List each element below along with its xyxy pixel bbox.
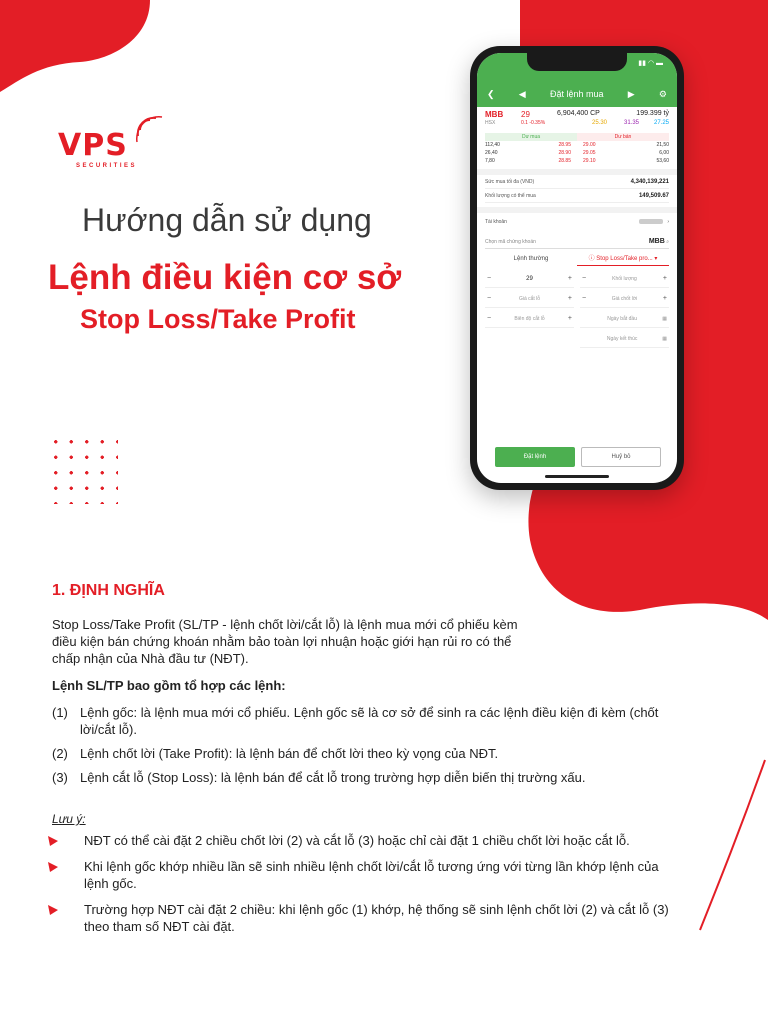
minus-icon[interactable]: −	[582, 295, 587, 302]
order-type-tabs	[485, 252, 669, 266]
tab-stop-loss-take-profit[interactable]	[577, 252, 669, 266]
trailing-stepper[interactable]	[485, 310, 574, 328]
buying-power-row	[485, 175, 669, 189]
item-text: Lệnh gốc: là lệnh mua mới cổ phiếu. Lệnh gốc sẽ là cơ sở để sinh ra các lệnh điều kiện đi kèm (chốt lời/cắt lỗ).	[80, 705, 659, 737]
bottom-right-curve	[700, 760, 765, 930]
stock-quote	[477, 107, 677, 131]
bid-price[interactable]: 28.95	[558, 142, 571, 148]
prev-icon[interactable]: ◀	[518, 88, 526, 99]
cancel-button[interactable]: Huỷ bỏ	[581, 447, 661, 467]
account-value	[639, 213, 669, 231]
chevron-down-icon: ▾	[654, 256, 658, 262]
note-label: Lưu ý:	[52, 812, 86, 826]
note-item	[48, 901, 678, 935]
decorative-dots	[48, 434, 118, 504]
ask-price[interactable]: 29.10	[583, 158, 596, 164]
title-subtitle: Stop Loss/Take Profit	[80, 304, 356, 334]
tab-normal-order[interactable]: Lệnh thường	[513, 256, 549, 262]
stop-loss-price-stepper[interactable]	[485, 290, 574, 308]
section-title: 1. ĐỊNH NGHĨA	[52, 582, 165, 599]
nav-bar	[477, 81, 677, 107]
title-guide: Hướng dẫn sử dụng	[82, 202, 372, 238]
note-text: NĐT có thể cài đặt 2 chiều chốt lời (2) và cắt lỗ (3) hoặc chỉ cài đặt 1 chiều chốt lời hoặc cắt lỗ.	[84, 833, 630, 848]
max-qty-row	[485, 189, 669, 203]
logo-subtext: SECURITIES	[76, 163, 138, 169]
definition-paragraph: Stop Loss/Take Profit (SL/TP - lệnh chốt lời/cắt lỗ) là lệnh mua mới cổ phiếu kèm điều kiện bán chứng khoán nhằm bảo toàn lợi nhuận hoặc giới hạn rủi ro có thể chấp nhận của Nhà đầu tư (NĐT).	[52, 617, 518, 666]
bid-volume: 26,40	[485, 150, 498, 156]
item-number: (2)	[52, 746, 68, 761]
start-date-field[interactable]	[580, 310, 669, 328]
logo-text: VPS	[58, 128, 128, 163]
item-number: (1)	[52, 705, 68, 720]
tab-sltp-label: Stop Loss/Take pro...	[596, 256, 653, 262]
notes-list	[48, 832, 692, 935]
item-text: Lệnh cắt lỗ (Stop Loss): là lệnh bán để cắt lỗ trong trường hợp diễn biến thị trường xấu.	[80, 770, 586, 785]
end-date-field[interactable]	[580, 330, 669, 348]
list-item	[52, 769, 672, 786]
quote-ceiling: 25.30	[591, 120, 607, 126]
submit-order-button[interactable]: Đặt lệnh	[495, 447, 575, 467]
bid-volume: 112,40	[485, 142, 500, 148]
take-profit-placeholder[interactable]: Giá chốt lời	[611, 295, 638, 302]
order-form	[485, 270, 669, 348]
quantity-placeholder[interactable]: Khối lượng	[612, 275, 637, 282]
symbol-selector[interactable]	[485, 235, 669, 249]
max-qty-label: Khối lượng có thể mua	[485, 193, 536, 199]
calendar-icon[interactable]: ▦	[662, 315, 667, 322]
title-main: Lệnh điều kiện cơ sở	[48, 258, 402, 297]
minus-icon[interactable]: −	[487, 295, 492, 302]
plus-icon[interactable]: +	[567, 275, 572, 282]
quote-reference: 27.25	[653, 120, 669, 126]
main-content	[52, 582, 692, 944]
minus-icon[interactable]: −	[487, 275, 492, 282]
info-icon: ⓘ	[588, 256, 597, 262]
signal-icon	[136, 116, 164, 144]
phone-mockup	[470, 46, 684, 490]
plus-icon[interactable]: +	[567, 315, 572, 322]
chevron-right-icon: ›	[667, 219, 669, 225]
account-selector[interactable]	[485, 213, 669, 231]
plus-icon[interactable]: +	[662, 275, 667, 282]
order-book-row	[485, 141, 669, 149]
minus-icon[interactable]: −	[487, 315, 492, 322]
note-item	[48, 858, 678, 892]
buying-power-label: Sức mua tối đa (VND)	[485, 179, 535, 185]
quantity-stepper[interactable]	[580, 270, 669, 288]
quote-floor: 31.35	[623, 120, 639, 126]
quote-volume: 6,904,400 CP	[557, 110, 600, 117]
quote-exchange: HSX	[485, 120, 496, 126]
bid-price[interactable]: 28.90	[558, 150, 571, 156]
calendar-icon[interactable]: ▦	[662, 335, 667, 342]
account-label: Tài khoản	[485, 219, 507, 225]
item-number: (3)	[52, 770, 68, 785]
ask-volume: 6,00	[659, 150, 669, 156]
order-components-list	[52, 704, 692, 786]
ask-price[interactable]: 29.00	[583, 142, 596, 148]
order-book	[485, 133, 669, 165]
signal-wifi-battery-icon: ▮▮ ◠ ▬	[638, 60, 663, 67]
next-icon[interactable]: ▶	[627, 88, 635, 99]
buying-power-value: 4,340,139,221	[630, 179, 669, 185]
take-profit-price-stepper[interactable]	[580, 290, 669, 308]
status-bar	[477, 53, 677, 81]
start-date-placeholder[interactable]: Ngày bắt đầu	[607, 315, 637, 322]
order-book-row	[485, 149, 669, 157]
stop-loss-placeholder[interactable]: Giá cắt lỗ	[518, 295, 541, 302]
vps-logo	[58, 116, 168, 176]
bid-price[interactable]: 28.85	[558, 158, 571, 164]
red-triangle-bullet-icon	[48, 836, 58, 846]
order-book-row	[485, 157, 669, 165]
nav-title: Đặt lệnh mua	[549, 89, 604, 99]
symbol-label: Chọn mã chứng khoán	[485, 239, 536, 245]
minus-icon[interactable]: −	[582, 275, 587, 282]
note-item	[48, 832, 678, 849]
masked-account	[639, 219, 663, 224]
phone-notch	[527, 53, 627, 71]
quote-change: 0.1 -0.35%	[521, 120, 546, 126]
max-qty-value: 149,509.67	[638, 193, 669, 199]
red-triangle-bullet-icon	[48, 862, 58, 872]
plus-icon[interactable]: +	[662, 295, 667, 302]
red-triangle-bullet-icon	[48, 905, 58, 915]
item-text: Lệnh chốt lời (Take Profit): là lệnh bán để chốt lời theo kỳ vọng của NĐT.	[80, 746, 499, 761]
plus-icon[interactable]: +	[567, 295, 572, 302]
price-value[interactable]: 29	[526, 275, 533, 282]
ask-price[interactable]: 29.05	[583, 150, 596, 156]
note-text: Khi lệnh gốc khớp nhiều lần sẽ sinh nhiều lệnh chốt lời/cắt lỗ tương ứng với từng lần khớp lệnh của lệnh gốc.	[84, 859, 659, 891]
combo-heading: Lệnh SL/TP bao gồm tổ hợp các lệnh:	[52, 678, 286, 693]
form-actions	[495, 447, 661, 467]
list-item	[52, 704, 672, 738]
order-book-header	[485, 133, 669, 141]
ask-header: Dư bán	[577, 133, 669, 141]
phone-screen	[477, 53, 677, 483]
note-text: Trường hợp NĐT cài đặt 2 chiều: khi lệnh gốc (1) khớp, hệ thống sẽ sinh lệnh chốt lời (2) và cắt lỗ (3) theo tham số NĐT cài đặt.	[84, 902, 669, 934]
gear-icon[interactable]: ⚙	[658, 88, 667, 99]
back-icon[interactable]: ❮	[487, 88, 495, 99]
top-left-blob	[0, 0, 150, 92]
search-icon[interactable]: ⌕	[666, 239, 669, 245]
list-item	[52, 745, 672, 762]
ask-volume: 53,60	[656, 158, 669, 164]
quote-symbol: MBB	[485, 110, 504, 119]
quote-price: 29	[521, 110, 530, 119]
end-date-placeholder[interactable]: Ngày kết thúc	[606, 335, 638, 342]
trailing-placeholder[interactable]: Biên độ cắt lỗ	[514, 315, 545, 322]
bid-header: Dư mua	[485, 133, 577, 141]
home-indicator	[545, 475, 609, 478]
bid-volume: 7,80	[485, 158, 495, 164]
quote-value: 199.399 tỷ	[636, 110, 669, 117]
price-stepper[interactable]	[485, 270, 574, 288]
symbol-value: MBB	[648, 238, 665, 245]
ask-volume: 21,50	[656, 142, 669, 148]
